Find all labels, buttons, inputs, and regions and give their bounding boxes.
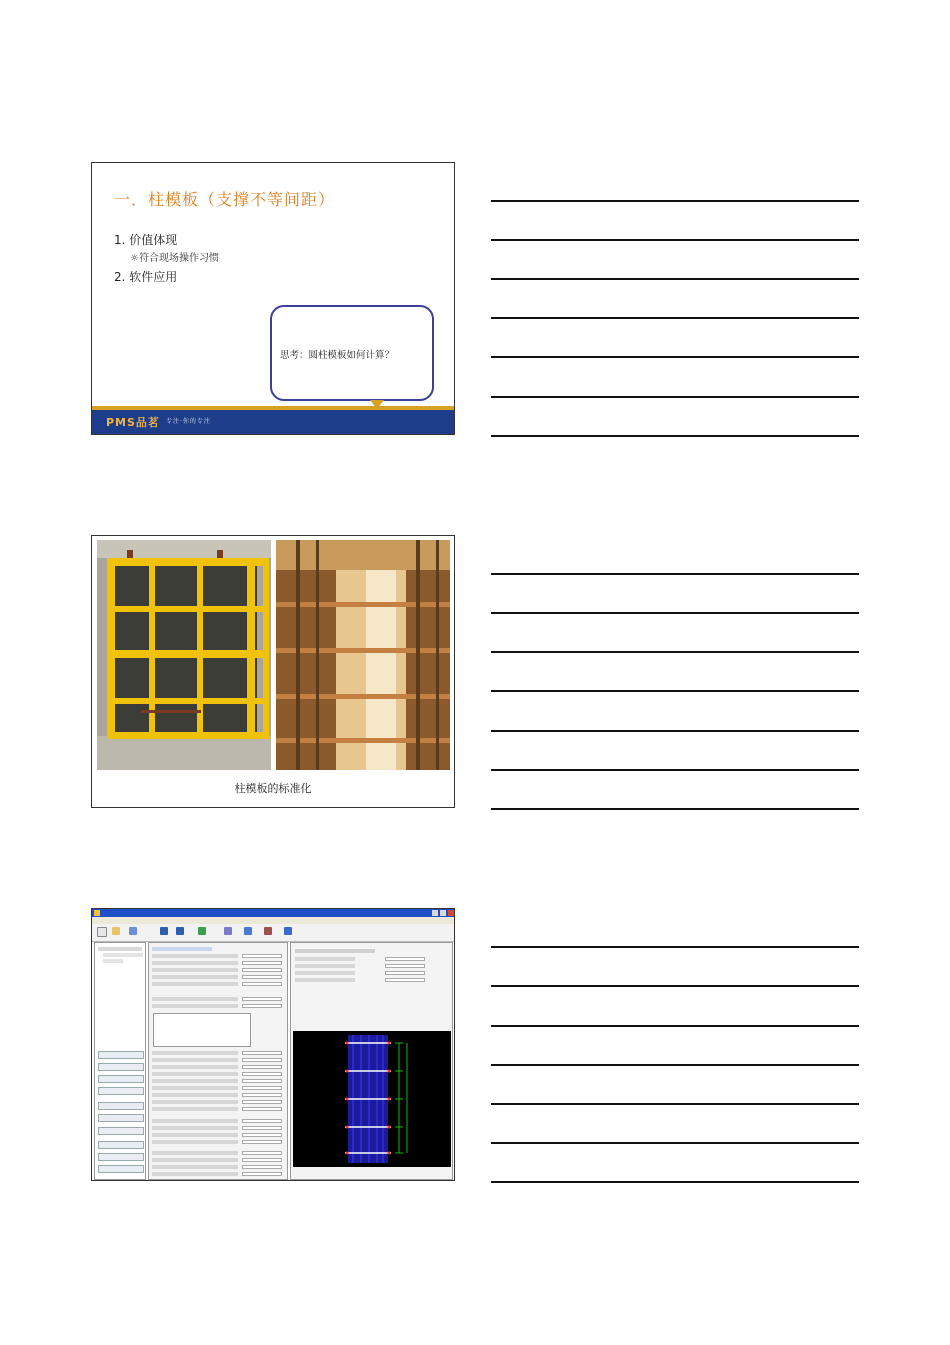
callout-text: 思考：圆柱模板如何计算？ — [280, 350, 395, 361]
note-line — [491, 200, 859, 202]
slide-column-formwork-intro — [91, 162, 455, 435]
nav-button-9[interactable] — [98, 1153, 144, 1161]
thinking-callout — [270, 305, 434, 401]
toolbar — [92, 924, 454, 942]
footer-accent-line — [92, 406, 454, 410]
timber-column-formwork-photo — [276, 540, 450, 770]
yellow-steel-column-formwork-photo — [97, 540, 271, 770]
nav-button-10[interactable] — [98, 1165, 144, 1173]
app-icon — [94, 910, 100, 916]
close-icon[interactable] — [448, 910, 454, 916]
nav-button-7[interactable] — [98, 1127, 144, 1135]
note-line — [491, 1103, 859, 1105]
report-icon[interactable] — [224, 927, 232, 935]
note-line — [491, 396, 859, 398]
slide-column-formwork-photos — [91, 535, 455, 808]
note-line — [491, 1064, 859, 1066]
slide-footer-bar — [92, 406, 454, 434]
nav-button-5[interactable] — [98, 1102, 144, 1110]
note-line — [491, 278, 859, 280]
note-line — [491, 651, 859, 653]
footer-slogan: 专注·你的专注 — [166, 418, 211, 425]
note-line — [491, 317, 859, 319]
export-icon[interactable] — [176, 927, 184, 935]
footer-pointer-icon — [370, 400, 384, 410]
note-line — [491, 356, 859, 358]
maximize-icon[interactable] — [440, 910, 446, 916]
parameter-pane[interactable] — [148, 942, 288, 1180]
calculate-icon[interactable] — [160, 927, 168, 935]
note-line — [491, 808, 859, 810]
help-icon[interactable] — [284, 927, 292, 935]
nav-button-2[interactable] — [98, 1063, 144, 1071]
note-line — [491, 690, 859, 692]
note-line — [491, 573, 859, 575]
note-line — [491, 1142, 859, 1144]
settings-icon[interactable] — [198, 927, 206, 935]
note-line — [491, 946, 859, 948]
photo-caption: 柱模板的标准化 — [234, 782, 312, 795]
project-tree-pane[interactable] — [94, 942, 146, 1180]
nav-button-6[interactable] — [98, 1114, 144, 1122]
drawing-pane[interactable] — [290, 942, 453, 1180]
note-line — [491, 435, 859, 437]
pms-logo: PMS品茗 — [106, 416, 160, 429]
slide-software-screenshot — [91, 908, 455, 1181]
nav-button-4[interactable] — [98, 1087, 144, 1095]
nav-button-3[interactable] — [98, 1075, 144, 1083]
note-line — [491, 730, 859, 732]
note-line — [491, 769, 859, 771]
menu-bar — [92, 917, 454, 924]
note-line — [491, 985, 859, 987]
sub-item-habits: ☼符合现场操作习惯 — [130, 253, 219, 264]
preview-icon[interactable] — [244, 927, 252, 935]
note-line — [491, 612, 859, 614]
new-icon[interactable] — [97, 927, 107, 937]
print-icon[interactable] — [264, 927, 272, 935]
open-icon[interactable] — [112, 927, 120, 935]
slide-title: 一．柱模板（支撑不等间距） — [114, 190, 336, 209]
nav-button-8[interactable] — [98, 1141, 144, 1149]
list-item-value: 1. 价值体现 — [114, 233, 178, 247]
note-line — [491, 1181, 859, 1183]
list-item-software: 2. 软件应用 — [114, 270, 178, 284]
nav-button-1[interactable] — [98, 1051, 144, 1059]
cad-drawing-canvas[interactable] — [293, 1031, 451, 1167]
save-icon[interactable] — [129, 927, 137, 935]
minimize-icon[interactable] — [432, 910, 438, 916]
note-line — [491, 239, 859, 241]
note-line — [491, 1025, 859, 1027]
window-title-bar — [92, 909, 454, 917]
